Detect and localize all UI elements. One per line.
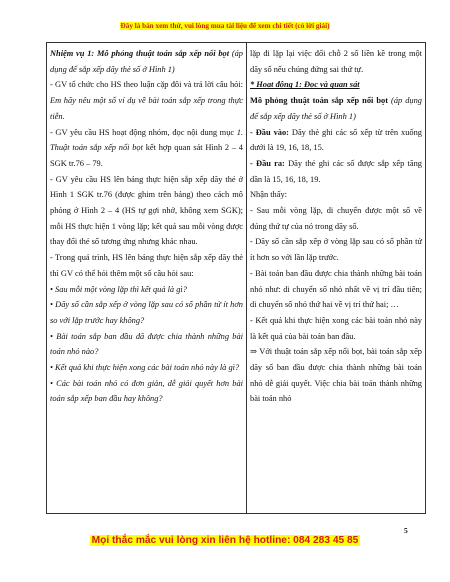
observation-item: - Kết quả khi thực hiện xong các bài toán nhỏ này là kết quả của bài toán ban đầu. [250, 315, 422, 341]
conclusion-paragraph: ⇒ Với thuật toán sắp xếp nổi bọt, bài toán sắp xếp dãy số ban đầu được chia thành những bài toán nhỏ dễ giải quyết. Việc chia bài toán thành những bài toán nhỏ [250, 347, 422, 404]
observation-label: Nhận thấy: [250, 190, 287, 200]
group-work-text-a: - GV yêu cầu HS hoạt động nhóm, đọc nội dung mục [50, 127, 237, 137]
pair-discussion-question: Em hãy nêu một số ví dụ về bài toán sắp xếp trong thực tiễn. [50, 96, 243, 121]
question-item: • Bài toán sắp ban đầu đã được chia thành những bài toán nhỏ nào? [50, 331, 243, 357]
lesson-table [46, 42, 426, 514]
section-heading-block [250, 93, 422, 124]
teacher-activity-cell [47, 43, 247, 514]
observation-item: - Sau mỗi vòng lặp, di chuyển được một số về đúng thứ tự của nó trong dãy số. [250, 206, 422, 231]
output-description [250, 156, 422, 187]
question-item: • Dãy số cần sắp xếp ở vòng lặp sau có số phần tử ít hơn so với lặp trước hay không? [50, 300, 243, 325]
question-item: • Sau mỗi một vòng lặp thì kết quả là gì? [50, 284, 187, 294]
group-work-text-b: kết hợp quan sát Hình 2 – 4 SGK tr.76 – 79. [50, 143, 243, 168]
task-title-note: (áp dụng để sắp xếp dãy thẻ số ở Hình 1) [50, 49, 243, 74]
preview-banner [0, 22, 450, 30]
paragraph-board-task: - GV yêu cầu HS lên bảng thực hiện sắp xếp dãy thẻ ở Hình 1 SGK tr.76 (được ghim trên bảng) theo cách mô phỏng ở Hình 2 – 4 (HS tự gợi nhớ, không xem SGK); mỗi HS thực hiện 1 vòng lặp; kết quả sau mỗi vòng được thay đổi thẻ số tương ứng nhưng khác nhau. [50, 174, 243, 247]
group-work-reference: 1. Thuật toán sắp xếp nổi bọt [50, 127, 243, 153]
hotline-footer [0, 535, 450, 546]
section-heading-note: (áp dụng để sắp xếp dãy thẻ số ở Hình 1) [250, 96, 422, 121]
output-label: - Đầu ra: [250, 158, 285, 168]
paragraph-pair-discussion [50, 77, 243, 124]
preview-banner-text: Đây là bản xem thử, vui lòng mua tài liệu để xem chi tiết (có lời giải) [120, 22, 330, 30]
paragraph-group-work [50, 125, 243, 172]
input-label: - Đầu vào: [250, 127, 289, 137]
paragraph-continuation: lặp đi lặp lại việc đổi chỗ 2 số liền kề trong một dãy số nếu chúng đứng sai thứ tự. [250, 49, 422, 74]
page-number: 5 [404, 526, 408, 535]
question-item: • Các bài toán nhỏ có đơn giản, dễ giải quyết hơn bài toán sắp xếp ban đầu hay không? [50, 378, 243, 404]
output-text: Dãy thẻ ghi các số được sắp xếp tăng dần là 15, 16, 18, 19. [250, 158, 422, 184]
task-title-block [50, 46, 243, 77]
input-description [250, 125, 422, 156]
lesson-table-row [47, 43, 426, 514]
pair-discussion-text: - GV tổ chức cho HS theo luận cặp đôi và trả lời câu hỏi: [50, 80, 243, 90]
task-title: Nhiệm vụ 1: Mô phỏng thuật toán sắp xếp nổi bọt [50, 49, 230, 58]
student-product-cell [247, 43, 426, 514]
section-heading: Mô phỏng thuật toán sắp xếp nổi bọt [250, 96, 389, 106]
paragraph-extra-questions: - Trong quá trình, HS lên bảng thực hiện sắp xếp dãy thẻ thì GV có thể hỏi thêm một số câu hỏi sau: [50, 253, 243, 278]
hotline-text: Mọi thắc mắc vui lòng xin liên hệ hotline: 084 283 45 85 [91, 535, 359, 546]
observation-item: - Bài toán ban đầu được chia thành những bài toán nhỏ như: di chuyển số nhỏ nhất về vị trí đầu tiên; di chuyển số nhỏ thứ hai về vị trí thứ hai; … [250, 268, 422, 310]
input-text: Dãy thẻ ghi các số xếp từ trên xuống dưới là 19, 16, 18, 15. [250, 127, 422, 153]
activity-heading: * Hoạt động 1: Đọc và quan sát [250, 80, 360, 90]
question-item: • Kết quả khi thực hiện xong các bài toán nhỏ này là gì? [50, 363, 240, 373]
observation-item: - Dãy số cần sắp xếp ở vòng lặp sau có số phần tử ít hơn so với lần lặp trước. [250, 237, 422, 263]
